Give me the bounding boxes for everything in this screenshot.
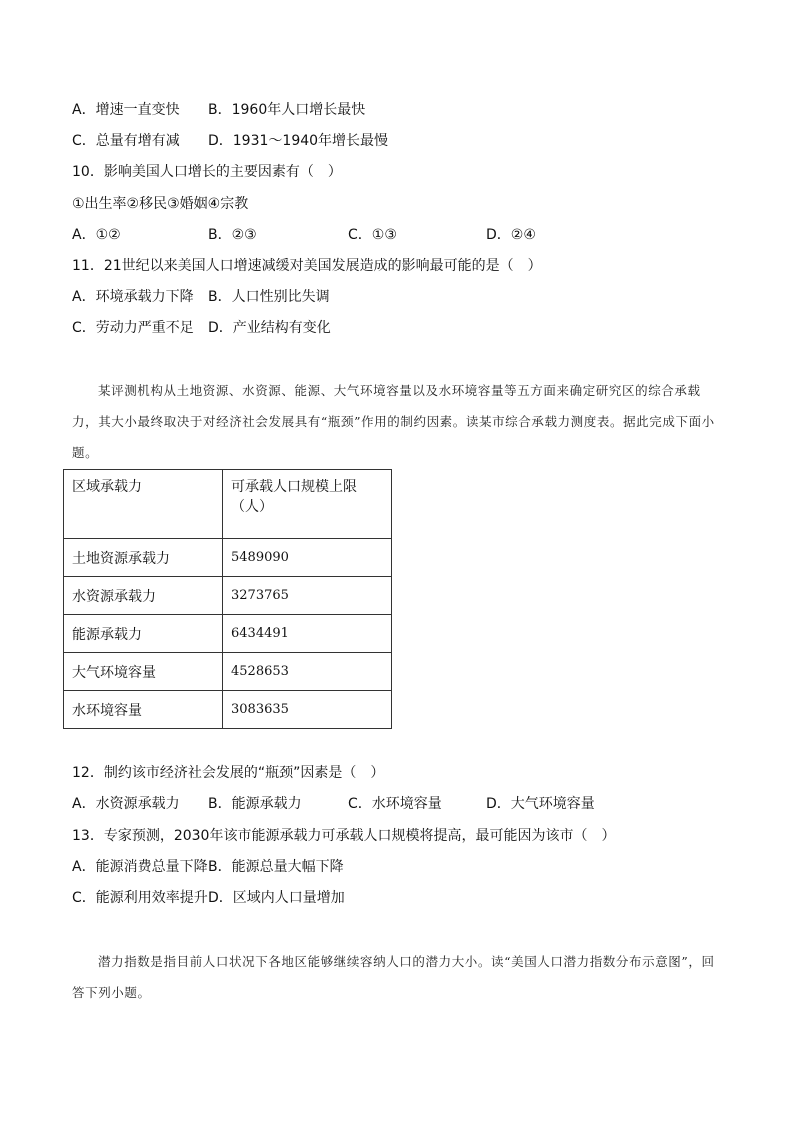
table-cell-value: 6434491 xyxy=(223,615,392,653)
q11-option-d: D．产业结构有变化 xyxy=(208,320,331,336)
table-row xyxy=(64,615,392,653)
q10-option-a: A．①② xyxy=(72,227,121,243)
table-cell-name: 水资源承载力 xyxy=(64,577,223,615)
q13-option-a: A．能源消费总量下降 xyxy=(72,859,208,875)
table-row xyxy=(64,539,392,577)
q13-option-b: B．能源总量大幅下降 xyxy=(208,859,344,875)
q11-option-c: C．劳动力严重不足 xyxy=(72,320,194,336)
passage-capacity: 某评测机构从土地资源、水资源、能源、大气环境容量以及水环境容量等五方面来确定研究区的综合承载力，其大小最终取决于对经济社会发展具有“瓶颈”作用的制约因素。读某市综合承载力测度表。据此完成下面小题。 xyxy=(72,383,715,460)
q11-option-b: B．人口性别比失调 xyxy=(208,289,330,305)
q12-option-b: B．能源承载力 xyxy=(208,796,302,812)
table-row xyxy=(64,653,392,691)
table-cell-value: 4528653 xyxy=(223,653,392,691)
table-cell-name: 能源承载力 xyxy=(64,615,223,653)
q9-option-d: D．1931～1940年增长最慢 xyxy=(208,133,389,149)
q11-option-a: A．环境承载力下降 xyxy=(72,289,194,305)
q10-option-b: B．②③ xyxy=(208,227,257,243)
q10-stem: 10．影响美国人口增长的主要因素有（ ） xyxy=(72,164,342,180)
q10-option-c: C．①③ xyxy=(348,227,397,243)
q12-option-d: D．大气环境容量 xyxy=(486,796,595,812)
q9-option-b: B．1960年人口增长最快 xyxy=(208,102,366,118)
q9-option-c: C．总量有增有减 xyxy=(72,133,180,149)
q13-option-c: C．能源利用效率提升 xyxy=(72,890,208,906)
q12-stem: 12．制约该市经济社会发展的“瓶颈”因素是（ ） xyxy=(72,765,385,781)
q10-option-d: D．②④ xyxy=(486,227,536,243)
q13-option-d: D．区域内人口量增加 xyxy=(208,890,345,906)
passage-potential-index: 潜力指数是指目前人口状况下各地区能够继续容纳人口的潜力大小。读“美国人口潜力指数分布示意图”，回答下列小题。 xyxy=(72,954,715,1000)
table-row xyxy=(64,691,392,729)
q11-stem: 11．21世纪以来美国人口增速减缓对美国发展造成的影响最可能的是（ ） xyxy=(72,258,542,274)
table-header-row xyxy=(64,470,392,539)
q9-option-a: A．增速一直变快 xyxy=(72,102,180,118)
q12-option-c: C．水环境容量 xyxy=(348,796,442,812)
table-cell-name: 大气环境容量 xyxy=(64,653,223,691)
capacity-table xyxy=(63,469,392,729)
table-cell-value: 3273765 xyxy=(223,577,392,615)
table-header-population-limit: 可承载人口规模上限（人） xyxy=(223,470,392,539)
table-cell-name: 土地资源承载力 xyxy=(64,539,223,577)
q13-stem: 13．专家预测，2030年该市能源承载力可承载人口规模将提高，最可能因为该市（ ） xyxy=(72,828,616,844)
q10-items: ①出生率②移民③婚姻④宗教 xyxy=(72,196,249,212)
table-cell-name: 水环境容量 xyxy=(64,691,223,729)
table-header-region: 区域承载力 xyxy=(64,470,223,539)
q12-option-a: A．水资源承载力 xyxy=(72,796,180,812)
table-cell-value: 3083635 xyxy=(223,691,392,729)
table-cell-value: 5489090 xyxy=(223,539,392,577)
table-row xyxy=(64,577,392,615)
